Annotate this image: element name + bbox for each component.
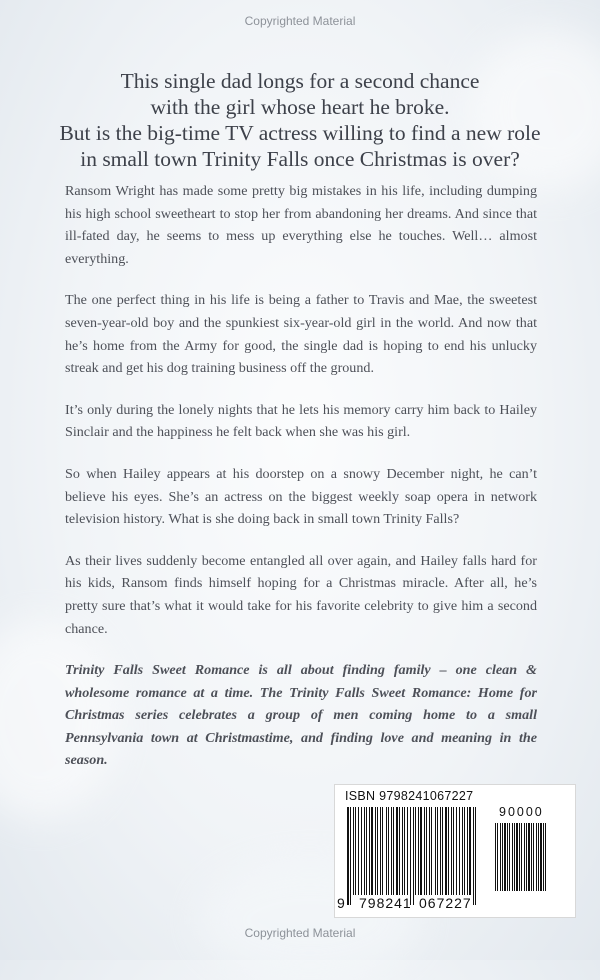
isbn-barcode (334, 784, 576, 918)
blurb-paragraph: Ransom Wright has made some pretty big mistakes in his life, including dumping his high school sweetheart to stop her from abandoning her dreams. And since that ill-fated day, he seems to mess up everything else he touches. Well… almost everything. (65, 183, 537, 267)
barcode-digit-first: 9 (337, 895, 346, 911)
blurb-body (65, 180, 537, 791)
headline-line: with the girl whose heart he broke. (150, 95, 450, 119)
blurb-paragraph: As their lives suddenly become entangled all over again, and Hailey falls hard for his kids, Ransom finds himself hoping for a Christmas miracle. After all, he’s pretty sure that’s what it would take for his favorite celebrity to give him a second chance. (65, 552, 537, 637)
blurb-paragraph: So when Hailey appears at his doorstep on a snowy December night, he can’t believe his eyes. She’s an actress on the biggest weekly soap opera in network television history. What is she doing back in small town Trinity Falls? (65, 465, 537, 528)
copyright-watermark-top: Copyrighted Material (244, 14, 356, 28)
isbn-label: ISBN 9798241067227 (345, 789, 474, 803)
ean-barcode-bars (347, 807, 491, 905)
series-blurb: Trinity Falls Sweet Romance is all about finding family – one clean & wholesome romance at a time. The Trinity Falls Sweet Romance: Home for Christmas series celebrates a group of men coming home to a small Pennsylvania town at Christmastime, and finding love and meaning in the season. (65, 662, 537, 769)
headline-line: This single dad longs for a second chance (120, 69, 480, 93)
headline (40, 68, 560, 172)
price-addon-number: 90000 (499, 805, 544, 819)
addon-barcode-bars (495, 823, 559, 891)
barcode-digits-left: 798241 (359, 895, 412, 911)
headline-line: in small town Trinity Falls once Christmas is over? (80, 147, 520, 171)
headline-line: But is the big-time TV actress willing to find a new role (59, 121, 541, 145)
blurb-paragraph: It’s only during the lonely nights that he lets his memory carry him back to Hailey Sinclair and the happiness he felt back when she was his girl. (65, 401, 537, 441)
copyright-watermark-bottom: Copyrighted Material (244, 926, 356, 940)
barcode-digits-right: 067227 (419, 895, 472, 911)
blurb-paragraph: The one perfect thing in his life is being a father to Travis and Mae, the sweetest seven-year-old boy and the spunkiest six-year-old girl in the world. And now that he’s home from the Army for good, the single dad is hoping to end his unlucky streak and get his dog training business off the ground. (65, 292, 537, 377)
